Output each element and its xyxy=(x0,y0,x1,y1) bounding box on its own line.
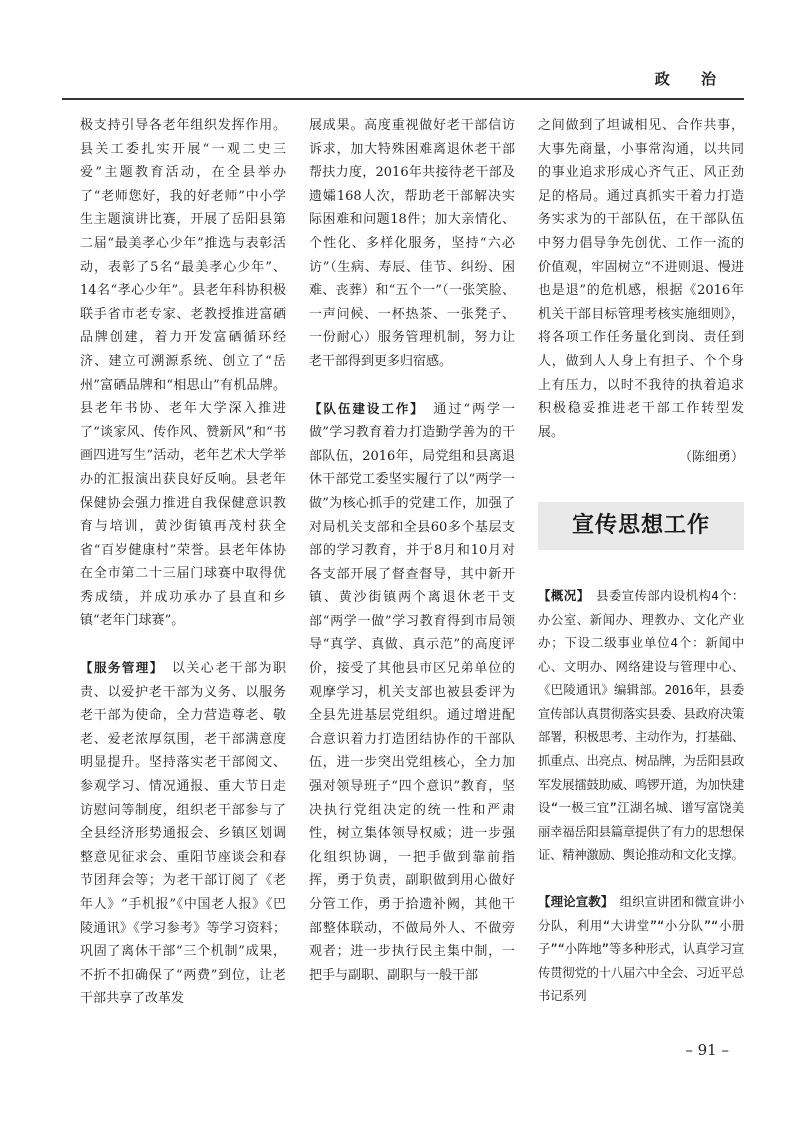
paragraph: 展成果。高度重视做好老干部信访诉求，加大特殊困难离退休老干部帮扶力度，2016年共接待老干部及遗孀168人次，帮助老干部解决实际困难和问题18件；加大亲情化、个性化、多样化服务，坚持“六必访”（生病、寿辰、佳节、纠纷、困难、丧葬）和“五个一”（一张笑脸、一声问候、一杯热茶、一张凳子、一份耐心）服务管理机制，努力让老干部得到更多归宿感。 xyxy=(309,118,515,369)
paragraph xyxy=(538,890,744,1008)
paragraph xyxy=(538,584,744,867)
page-number: – 91 – xyxy=(685,1041,729,1059)
paragraph xyxy=(309,397,515,988)
paragraph-text: 组织宣讲团和微宣讲小分队，利用“大讲堂”“小分队”“小册子”“小阵地”等多种形式，认真学习宣传贯彻党的十八届六中全会、习近平总书记系列 xyxy=(538,894,744,1004)
paragraph-gap xyxy=(80,633,286,656)
text-column-3 xyxy=(538,114,744,1008)
text-column-1 xyxy=(80,114,286,1011)
paragraph-lead-heading: 【概况】 xyxy=(538,587,584,603)
paragraph-text: 县委宣传部内设机构4个：办公室、新闻办、理教办、文化产业办；下设二级事业单位4个：新闻中心、文明办、网络建设与管理中心、《巴陵通讯》编辑部。2016年，县委宣传部认真贯彻落实县委、县政府决策部署，积极思考、主动作为，打基础、抓重点、出亮点、树品牌，为岳阳县政军发展擂鼓助威、鸣锣开道，为加快建设“一极三宜”江湖名城、谱写富饶美丽幸福岳阳县篇章提供了有力的思想保证、精神激励、舆论推动和文化支撑。 xyxy=(538,587,744,863)
paragraph-gap xyxy=(538,867,744,890)
author-credit: （陈细勇） xyxy=(678,450,744,466)
section-heading: 宣传思想工作 xyxy=(538,502,744,550)
text-column-2 xyxy=(309,114,515,987)
paragraph-lead-heading: 【服务管理】 xyxy=(80,660,158,676)
paragraph: 极支持引导各老年组织发挥作用。县关工委扎实开展“一观二史三爱”主题教育活动，在全县举办了“老师您好，我的好老师”中小学生主题演讲比赛，开展了岳阳县第二届“最美孝心少年”推选与表彰活动，表彰了5名“最美孝心少年”、14名“孝心少年”。县老年科协积极联手省市老专家、老教授推进富硒品牌创建，着力开发富硒循环经济、建立可溯源系统、创立了“岳州”富硒品牌和“相思山”有机品牌。县老年书协、老年大学深入推进了“谈家风、传作风、赞新风”和“书画四进写生”活动，老年艺术大学举办的汇报演出获良好反响。县老年保健协会强力推进自我保健意识教育与培训，黄沙街镇再茂村获全省“百岁健康村”荣誉。县老年体协在全市第二十三届门球赛中取得优秀成绩，并成功承办了县直和乡镇“老年门球赛”。 xyxy=(80,118,286,629)
paragraph-lead-heading: 【理论宣教】 xyxy=(538,894,608,910)
paragraph-lead-heading: 【队伍建设工作】 xyxy=(309,400,419,416)
paragraph-gap xyxy=(309,374,515,397)
paragraph: 之间做到了坦诚相见、合作共事，大事先商量，小事常沟通，以共同的事业追求形成心齐气正、风正劲足的格局。通过真抓实干着力打造务实求为的干部队伍，在干部队伍中努力倡导争先创优、工作一流的价值观，牢固树立“不进则退、慢进也是退”的危机感，根据《2016年机关干部目标管理考核实施细则》，将各项工作任务量化到岗、责任到人，做到人人身上有担子、个个身上有压力，以时不我待的执着追求积极稳妥推进老干部工作转型发展。 xyxy=(538,118,744,440)
running-header-title: 政 治 xyxy=(654,70,729,88)
header-rule xyxy=(62,98,744,100)
paragraph-text: 通过“两学一做”学习教育着力打造勤学善为的干部队伍，2016年，局党组和县离退休干部党工委坚实履行了以“两学一做”为核心抓手的党建工作，加强了对局机关支部和全县60多个基层支部的学习教育，并于8月和10月对各支部开展了督查督导，其中新开镇、黄沙街镇两个离退休老干支部“两学一做”学习教育得到市局领导“真学、真做、真示范”的高度评价，接受了其他县市区兄弟单位的观摩学习，机关支部也被县委评为全县先进基层党组织。通过增进配合意识着力打造团结协作的干部队伍，进一步突出党组核心，全力加强对领导班子“四个意识”教育，坚决执行党组决定的统一性和严肃性，树立集体领导权威；进一步强化组织协调，一把手做到靠前指挥，勇于负责，副职做到用心做好分管工作，勇于拾遗补阙，其他干部整体联动，不做局外人、不做旁观者；进一步执行民主集中制，一把手与副职、副职与一般干部 xyxy=(309,401,515,983)
paragraph-text: 以关心老干部为职责、以爱护老干部为义务、以服务老干部为使命，全力营造尊老、敬老、爱老浓厚氛围，老干部满意度明显提升。坚持落实老干部阅文、参观学习、情况通报、重大节日走访慰问等制度，组织老干部参与了全县经济形势通报会、乡镇区划调整意见征求会、重阳节座谈会和春节团拜会等；为老干部订阅了《老年人》“手机报”《中国老人报》《巴陵通讯》《学习参考》等学习资料；巩固了离休干部“三个机制”成果，不折不扣确保了“两费”到位，让老干部共享了改革发 xyxy=(80,661,286,1007)
paragraph xyxy=(80,656,286,1011)
